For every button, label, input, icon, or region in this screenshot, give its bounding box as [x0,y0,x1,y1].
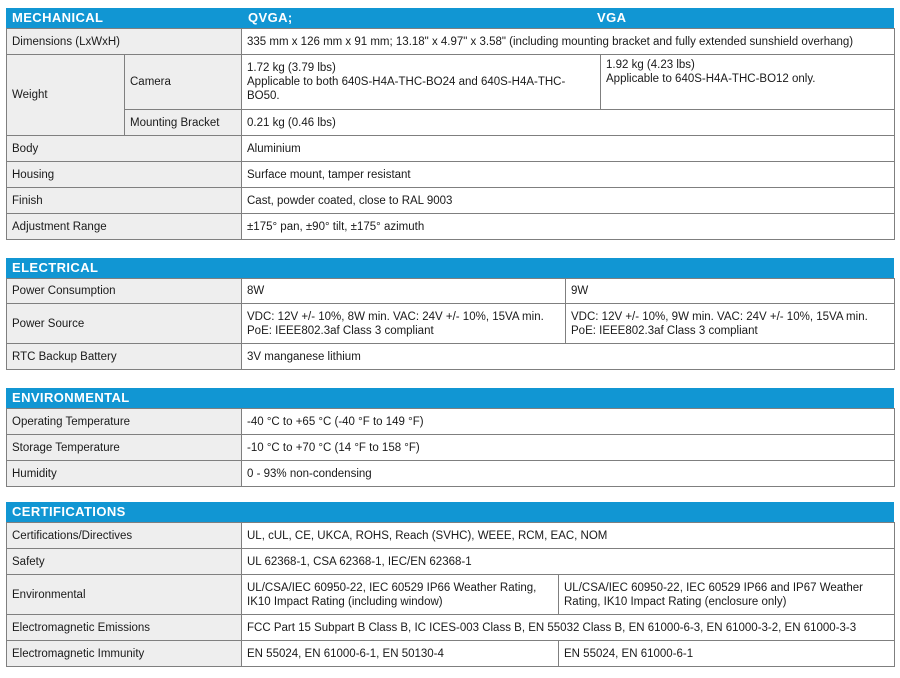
table-row [7,55,895,110]
camera-weight-vga [601,55,895,110]
power-source-vga [566,304,895,344]
camera-label: Camera [125,55,242,110]
power-source-qvga-line1: VDC: 12V +/- 10%, 8W min. VAC: 24V +/- 10%, 15VA min. [247,310,544,323]
table-row [7,523,895,549]
environmental-table [6,408,895,487]
housing-value: Surface mount, tamper resistant [242,162,895,188]
environmental-cert-vga-line2: Rating, IK10 Impact Rating (enclosure only) [564,595,787,608]
humidity-label: Humidity [7,461,242,487]
mechanical-header [6,8,894,28]
table-row [7,279,895,304]
finish-value: Cast, powder coated, close to RAL 9003 [242,188,895,214]
operating-temp-label: Operating Temperature [7,409,242,435]
power-consumption-label: Power Consumption [7,279,242,304]
table-row [7,549,895,575]
table-row [7,110,895,136]
electrical-section [6,258,894,370]
rtc-battery-label: RTC Backup Battery [7,344,242,370]
electrical-title: ELECTRICAL [12,260,99,275]
power-source-qvga [242,304,566,344]
camera-weight-vga-line1: 1.92 kg (4.23 lbs) [606,59,695,71]
environmental-section [6,388,894,487]
body-label: Body [7,136,242,162]
table-row [7,136,895,162]
qvga-column-header: QVGA; [248,10,293,25]
electrical-table [6,278,895,370]
emissions-label: Electromagnetic Emissions [7,615,242,641]
table-row [7,409,895,435]
finish-label: Finish [7,188,242,214]
storage-temp-value: -10 °C to +70 °C (14 °F to 158 °F) [242,435,895,461]
certifications-header [6,502,894,522]
safety-value: UL 62368-1, CSA 62368-1, IEC/EN 62368-1 [242,549,895,575]
safety-label: Safety [7,549,242,575]
table-row [7,615,895,641]
mechanical-title: MECHANICAL [12,10,104,25]
power-consumption-vga: 9W [566,279,895,304]
housing-label: Housing [7,162,242,188]
table-row [7,575,895,615]
camera-weight-qvga-line1: 1.72 kg (3.79 lbs) [247,62,336,74]
electrical-header [6,258,894,278]
vga-column-header: VGA [597,10,627,25]
table-row [7,641,895,667]
table-row [7,29,895,55]
dimensions-value: 335 mm x 126 mm x 91 mm; 13.18" x 4.97" x 3.58" (including mounting bracket and fully extended sunshield overhang) [242,29,895,55]
bracket-value: 0.21 kg (0.46 lbs) [242,110,895,136]
operating-temp-value: -40 °C to +65 °C (-40 °F to 149 °F) [242,409,895,435]
camera-weight-qvga [242,55,601,110]
mechanical-table [6,28,895,240]
body-value: Aluminium [242,136,895,162]
environmental-cert-label: Environmental [7,575,242,615]
bracket-label: Mounting Bracket [125,110,242,136]
camera-weight-qvga-line2: Applicable to both 640S-H4A-THC-BO24 and 640S-H4A-THC- [247,76,566,88]
table-row [7,162,895,188]
power-source-qvga-line2: PoE: IEEE802.3af Class 3 compliant [247,324,434,337]
camera-weight-qvga-line3: BO50. [247,90,280,102]
table-row [7,214,895,240]
immunity-label: Electromagnetic Immunity [7,641,242,667]
certifications-section [6,502,894,667]
certifications-table [6,522,895,667]
table-row [7,188,895,214]
environmental-header [6,388,894,408]
table-row [7,435,895,461]
immunity-vga: EN 55024, EN 61000-6-1 [559,641,895,667]
environmental-cert-vga [559,575,895,615]
certifications-value: UL, cUL, CE, UKCA, ROHS, Reach (SVHC), WEEE, RCM, EAC, NOM [242,523,895,549]
environmental-title: ENVIRONMENTAL [12,390,130,405]
immunity-qvga: EN 55024, EN 61000-6-1, EN 50130-4 [242,641,559,667]
power-source-label: Power Source [7,304,242,344]
adjustment-value: ±175° pan, ±90° tilt, ±175° azimuth [242,214,895,240]
humidity-value: 0 - 93% non-condensing [242,461,895,487]
certifications-title: CERTIFICATIONS [12,504,126,519]
emissions-value: FCC Part 15 Subpart B Class B, IC ICES-003 Class B, EN 55032 Class B, EN 61000-6-3, EN 61000-3-2, EN 61000-3-3 [242,615,895,641]
power-source-vga-line2: PoE: IEEE802.3af Class 3 compliant [571,324,758,337]
environmental-cert-vga-line1: UL/CSA/IEC 60950-22, IEC 60529 IP66 and IP67 Weather [564,581,863,594]
camera-weight-vga-line2: Applicable to 640S-H4A-THC-BO12 only. [606,73,816,85]
certifications-label: Certifications/Directives [7,523,242,549]
dimensions-label: Dimensions (LxWxH) [7,29,242,55]
table-row [7,304,895,344]
mechanical-section [6,8,894,240]
environmental-cert-qvga-line1: UL/CSA/IEC 60950-22, IEC 60529 IP66 Weather Rating, [247,581,537,594]
environmental-cert-qvga [242,575,559,615]
power-source-vga-line1: VDC: 12V +/- 10%, 9W min. VAC: 24V +/- 10%, 15VA min. [571,310,868,323]
environmental-cert-qvga-line2: IK10 Impact Rating (including window) [247,595,443,608]
weight-label: Weight [7,55,125,136]
table-row [7,461,895,487]
storage-temp-label: Storage Temperature [7,435,242,461]
table-row [7,344,895,370]
rtc-battery-value: 3V manganese lithium [242,344,895,370]
adjustment-label: Adjustment Range [7,214,242,240]
power-consumption-qvga: 8W [242,279,566,304]
